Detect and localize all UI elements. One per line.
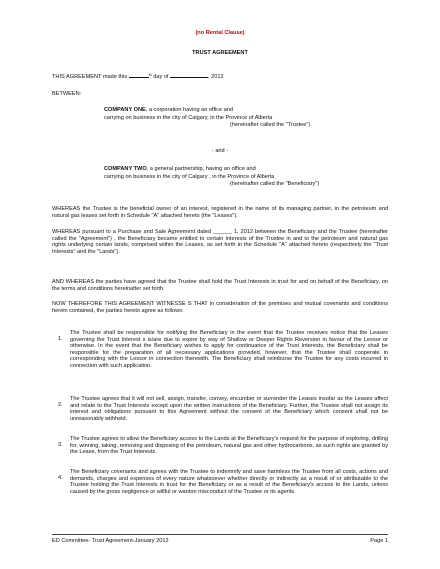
recital-3: AND WHEREAS the parties have agreed that the Trustee shall hold the Trust Interests in trust for and on behalf of the Beneficiary, on the terms and conditions hereinafter set forth. — [52, 279, 388, 292]
party-two-line3: (hereinafter called the "Beneficiary") — [230, 181, 320, 187]
between-label: BETWEEN: — [52, 91, 82, 97]
clause-2-number: 2. — [58, 401, 63, 408]
made-prefix: THIS AGREEMENT made this — [52, 74, 128, 80]
month-blank — [170, 77, 208, 78]
day-of-text: day of — [153, 74, 169, 80]
clause-3-text: The Trustee agrees to allow the Beneficiary access to the Lands at the Beneficiary's request for the purpose of exploring, drilling for, winning, taking, removing and disposing of the petroleum, natural gas and other hydrocarbons, as such rights are granted by the Lease, from the Trust Interests. — [70, 436, 388, 456]
rental-clause-note: (no Rental Clause) — [195, 30, 245, 36]
party-one-line1: COMPANY ONE, a corporation having an office and — [104, 107, 234, 113]
recital-2: WHEREAS pursuant to a Purchase and Sale Agreement dated ______ 1, 2012 between the Beneficiary and the Trustee (hereinafter called the "Agreement") , the Beneficiary became entitled to certain interests of the Trustee in and to the petroleum and natural gas rights underlying certain lands, comprised within the Leases, as set forth in the Schedule "A" attached hereto (respectively the "Trust Interests" and the "Lands"). — [52, 229, 388, 255]
recital-1: WHEREAS the Trustee is the beneficial owner of an interest, registered in the name of its managing partner, in the petroleum and natural gas leases set forth in Schedule "A" attached hereto (the "Leases"). — [52, 206, 388, 219]
clause-4-number: 4. — [58, 474, 63, 481]
day-blank — [129, 77, 149, 78]
recital-4: NOW THEREFORE THIS AGREEMENT WITNESSE S THAT in consideration of the premises and mutual covenants and conditions herein contained, the parties hereto agree as follows: — [52, 301, 388, 314]
document-title: TRUST AGREEMENT — [192, 50, 248, 56]
day-suffix: th — [148, 73, 152, 77]
party-one-line2: carrying on business in the city of Calgary, in the Province of Alberta — [104, 115, 273, 121]
clause-1-number: 1. — [58, 335, 63, 342]
party-one-line3: (hereinafter called the "Trustee") — [230, 122, 311, 128]
party-two-name: COMPANY TWO — [104, 166, 147, 172]
footer-left-text: ED Committee- Trust Agreement-January 2012 — [52, 538, 169, 544]
footer-rule — [52, 534, 388, 535]
and-separator: - and - — [211, 148, 229, 154]
clause-4-text: The Beneficiary covenants and agrees with the Trustee to indemnify and save harmless the Trustee from all costs, actions and demands, charges and expenses of every nature whatsoever whether directly or indirectly as a result of or attributable to the Trustee holding the Trust Interests in trust for the Beneficiary or as a result of the Beneficiary's access to the Lands, unless caused by the gross negligence or willful or wanton misconduct of the Trustee or its agents. — [70, 469, 388, 495]
clause-3-number: 3. — [58, 441, 63, 448]
party-two-line2: carrying on business in the city of Calgary , in the Province of Alberta — [104, 174, 275, 180]
agreement-date-line — [52, 72, 224, 81]
clause-1-text: The Trustee shall be responsible for notifying the Beneficiary in the event that the Trustee receives notice that the Leases governing the Trust Interest s is/are due to expire by way of Shallow or Deeper Rights Reversion in favour of the Lessor or otherwise. In the event that the Beneficiary wishes to apply for continuance of the Trust Interests, the Beneficiary shall be responsible for the preparation of all necessary applications provided, however, that the Trustee shall cooperate in corresponding with the Lessor in connection therewith. The Beneficiary shall reimburse the Trustee for any costs incurred in connection with such application. — [70, 330, 388, 369]
year-text: , 2012 — [208, 74, 224, 80]
clause-2-text: The Trustee agrees that it will not sell, assign, transfer, convey, encumber or surrender the Leases insofar as the Leases affect and relate to the Trust Interests except upon the written instructions of the Beneficiary. Further, the Trustee shall not assign its interest and obligations pursuant to this Agreement without the consent of the Beneficiary which consent shall not be unreasonably withheld. — [70, 396, 388, 422]
party-two-line1: COMPANY TWO, a general partnership, having an office and — [104, 166, 256, 172]
party-one-name: COMPANY ONE — [104, 107, 146, 113]
page-number: Page 1 — [370, 538, 388, 544]
